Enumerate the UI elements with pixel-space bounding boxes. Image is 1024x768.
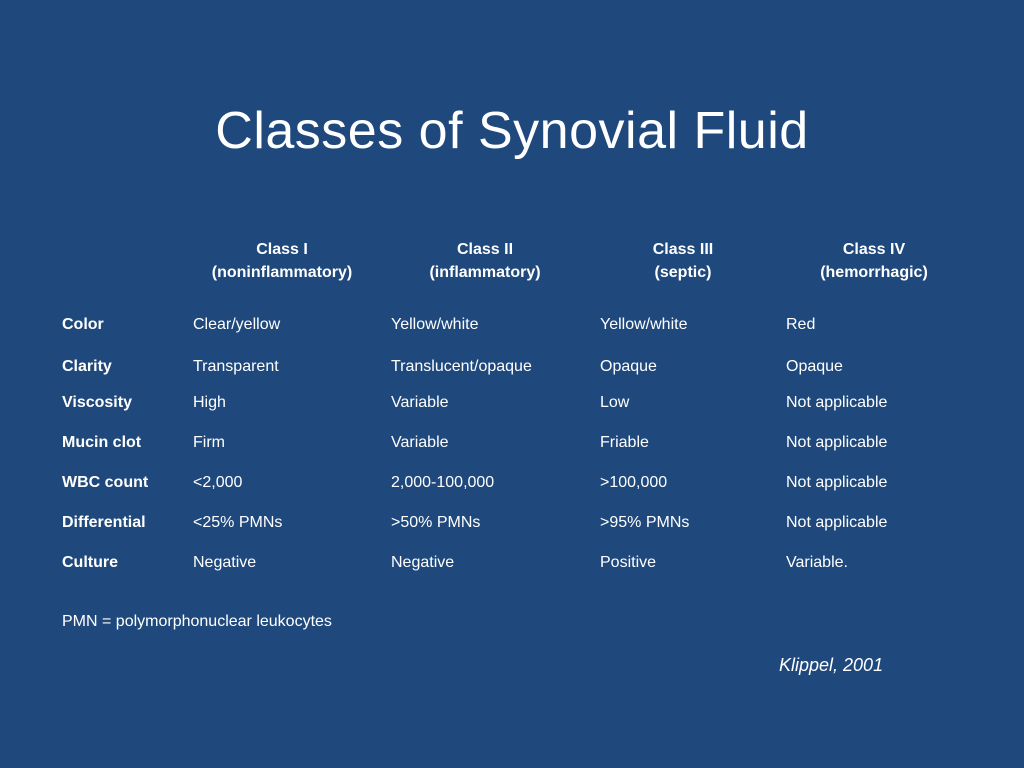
table-cell: Negative [391, 554, 455, 571]
table-cell: Yellow/white [600, 316, 688, 333]
column-header-name: Class III [652, 241, 714, 258]
column-header-name: Class I [256, 241, 308, 258]
column-header-class-2 [385, 238, 585, 284]
row-label: Color [62, 316, 104, 333]
column-header-class-3 [583, 238, 783, 284]
table-cell: Yellow/white [391, 316, 479, 333]
column-header-subtitle: (septic) [654, 264, 712, 281]
table-cell: Friable [600, 434, 649, 451]
table-row-culture [0, 552, 1024, 574]
row-label: Viscosity [62, 394, 132, 411]
row-label: Clarity [62, 358, 112, 375]
table-cell: Opaque [786, 358, 843, 375]
table-row-wbc-count [0, 472, 1024, 494]
table-row-viscosity [0, 392, 1024, 414]
row-label: WBC count [62, 474, 149, 491]
column-header-subtitle: (hemorrhagic) [820, 264, 928, 281]
table-cell: Translucent/opaque [391, 358, 532, 375]
table-cell: Not applicable [786, 434, 888, 451]
column-header-class-4 [774, 238, 974, 284]
table-cell: Not applicable [786, 474, 888, 491]
table-row-mucin-clot [0, 432, 1024, 454]
column-header-subtitle: (noninflammatory) [211, 264, 353, 281]
table-cell: >95% PMNs [600, 514, 690, 531]
table-cell: Transparent [193, 358, 279, 375]
table-cell: Variable [391, 434, 449, 451]
table-cell: Variable. [786, 554, 848, 571]
table-row-differential [0, 512, 1024, 534]
table-cell: Negative [193, 554, 257, 571]
citation: Klippel, 2001 [779, 655, 884, 675]
table-cell: Opaque [600, 358, 657, 375]
table-cell: High [193, 394, 226, 411]
table-cell: Not applicable [786, 394, 888, 411]
table-cell: Low [600, 394, 630, 411]
row-label: Mucin clot [62, 434, 142, 451]
table-cell: 2,000-100,000 [391, 474, 495, 491]
row-label: Culture [62, 554, 118, 571]
table-row-color [0, 314, 1024, 336]
table-cell: <25% PMNs [193, 514, 283, 531]
column-header-subtitle: (inflammatory) [429, 264, 541, 281]
column-header-name: Class IV [842, 241, 906, 258]
table-row-clarity [0, 356, 1024, 378]
table-cell: Clear/yellow [193, 316, 281, 333]
table-cell: <2,000 [193, 474, 243, 491]
table-cell: >100,000 [600, 474, 668, 491]
table-cell: Not applicable [786, 514, 888, 531]
table-cell: Variable [391, 394, 449, 411]
table-cell: Red [786, 316, 816, 333]
row-label: Differential [62, 514, 146, 531]
table-cell: Firm [193, 434, 225, 451]
table-cell: Positive [600, 554, 657, 571]
table-cell: >50% PMNs [391, 514, 481, 531]
column-header-name: Class II [456, 241, 514, 258]
footnote: PMN = polymorphonuclear leukocytes [62, 613, 332, 630]
column-header-class-1 [182, 238, 382, 284]
slide-title: Classes of Synovial Fluid [215, 102, 809, 160]
